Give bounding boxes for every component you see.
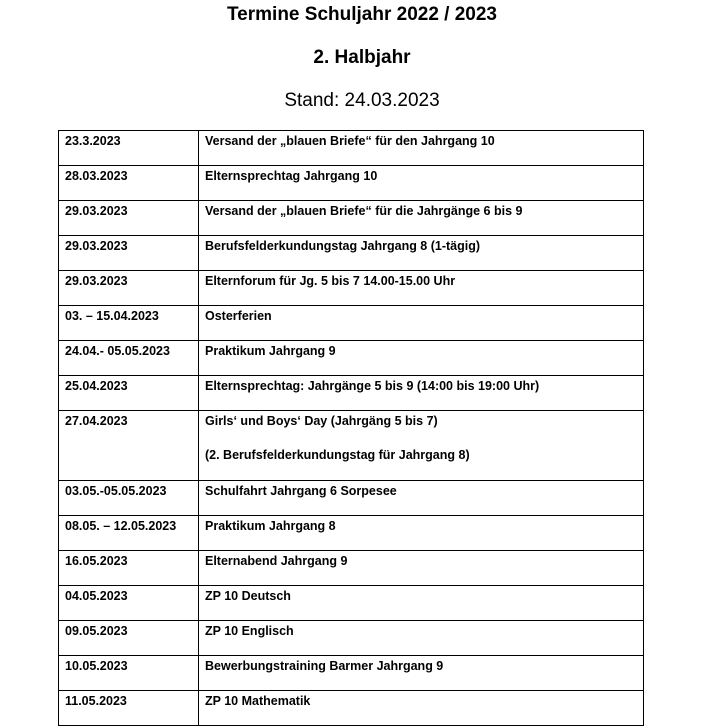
event-cell: Versand der „blauen Briefe“ für die Jahrgänge 6 bis 9 [199, 201, 644, 236]
event-cell: Elternforum für Jg. 5 bis 7 14.00-15.00 Uhr [199, 271, 644, 306]
table-row [59, 691, 644, 726]
event-cell: Bewerbungstraining Barmer Jahrgang 9 [199, 656, 644, 691]
table-row [59, 411, 644, 481]
date-cell: 25.04.2023 [59, 376, 199, 411]
table-row [59, 586, 644, 621]
date-cell: 28.03.2023 [59, 166, 199, 201]
table-row [59, 656, 644, 691]
table-row [59, 201, 644, 236]
event-cell: ZP 10 Deutsch [199, 586, 644, 621]
event-cell: ZP 10 Mathematik [199, 691, 644, 726]
table-row [59, 236, 644, 271]
date-cell: 27.04.2023 [59, 411, 199, 481]
event-cell: Elternsprechtag: Jahrgänge 5 bis 9 (14:00 bis 19:00 Uhr) [199, 376, 644, 411]
date-cell: 10.05.2023 [59, 656, 199, 691]
event-cell: Praktikum Jahrgang 8 [199, 516, 644, 551]
table-row [59, 376, 644, 411]
table-row [59, 341, 644, 376]
table-row [59, 621, 644, 656]
event-cell: Berufsfelderkundungstag Jahrgang 8 (1-tägig) [199, 236, 644, 271]
event-cell: ZP 10 Englisch [199, 621, 644, 656]
schedule-table [58, 130, 644, 726]
table-row [59, 481, 644, 516]
event-cell: Elternabend Jahrgang 9 [199, 551, 644, 586]
table-row [59, 551, 644, 586]
page-subtitle: 2. Halbjahr [313, 47, 411, 68]
date-cell: 08.05. – 12.05.2023 [59, 516, 199, 551]
event-cell: Elternsprechtag Jahrgang 10 [199, 166, 644, 201]
date-cell: 24.04.- 05.05.2023 [59, 341, 199, 376]
table-row [59, 306, 644, 341]
date-cell: 11.05.2023 [59, 691, 199, 726]
date-cell: 04.05.2023 [59, 586, 199, 621]
date-cell: 03.05.-05.05.2023 [59, 481, 199, 516]
date-cell: 09.05.2023 [59, 621, 199, 656]
date-cell: 29.03.2023 [59, 201, 199, 236]
table-row [59, 131, 644, 166]
event-line-secondary: (2. Berufsfelderkundungstag für Jahrgang 8) [205, 448, 470, 462]
table-row [59, 516, 644, 551]
date-cell: 29.03.2023 [59, 236, 199, 271]
event-line: Girls‘ und Boys‘ Day (Jahrgäng 5 bis 7) [205, 414, 438, 428]
date-cell: 23.3.2023 [59, 131, 199, 166]
event-cell: Osterferien [199, 306, 644, 341]
event-cell: Schulfahrt Jahrgang 6 Sorpesee [199, 481, 644, 516]
event-cell: Praktikum Jahrgang 9 [199, 341, 644, 376]
table-row [59, 271, 644, 306]
event-cell: Versand der „blauen Briefe“ für den Jahrgang 10 [199, 131, 644, 166]
date-cell: 03. – 15.04.2023 [59, 306, 199, 341]
date-cell: 16.05.2023 [59, 551, 199, 586]
status-date: Stand: 24.03.2023 [284, 90, 440, 111]
page-title: Termine Schuljahr 2022 / 2023 [226, 4, 497, 25]
event-cell [199, 411, 644, 481]
table-row [59, 166, 644, 201]
date-cell: 29.03.2023 [59, 271, 199, 306]
